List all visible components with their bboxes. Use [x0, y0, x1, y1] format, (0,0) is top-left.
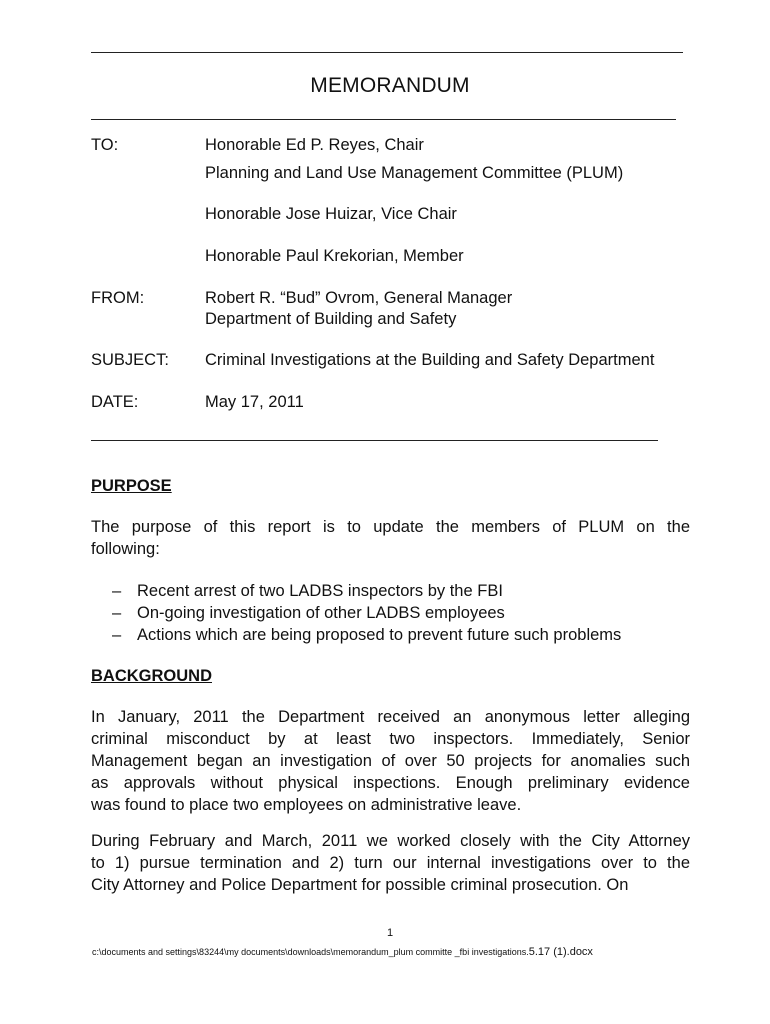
to-line-3: Honorable Jose Huizar, Vice Chair: [205, 205, 457, 223]
from-label: FROM:: [91, 289, 145, 307]
subject-label: SUBJECT:: [91, 351, 169, 369]
bullet-text: On-going investigation of other LADBS employees: [137, 604, 505, 622]
subject-value: Criminal Investigations at the Building and Safety Department: [205, 351, 655, 369]
page-number: 1: [386, 927, 394, 939]
background-paragraph-2: [91, 830, 690, 896]
background-p1-line-3: Management began an investigation of over 50 projects for anomalies such: [91, 752, 690, 770]
to-line-1: Honorable Ed P. Reyes, Chair: [205, 136, 424, 154]
purpose-line-1: The purpose of this report is to update the members of PLUM on the: [91, 518, 690, 536]
background-heading: BACKGROUND: [91, 667, 212, 685]
bullet-text: Actions which are being proposed to prevent future such problems: [137, 626, 622, 644]
date-label: DATE:: [91, 393, 139, 411]
file-path-suffix: 5.17 (1).docx: [528, 946, 593, 958]
top-rule: [91, 52, 683, 53]
memo-title: MEMORANDUM: [310, 74, 470, 97]
background-p1-line-1: In January, 2011 the Department received an anonymous letter alleging: [91, 708, 690, 726]
background-p2-line-2: to 1) pursue termination and 2) turn our internal investigations over to the: [91, 854, 690, 872]
background-p1-line-4: as approvals without physical inspections. Enough preliminary evidence: [91, 774, 690, 792]
bullet-text: Recent arrest of two LADBS inspectors by the FBI: [137, 582, 503, 600]
dash-bullet-icon: –: [112, 582, 122, 600]
dash-bullet-icon: –: [112, 604, 122, 622]
from-line-2: Department of Building and Safety: [205, 310, 457, 328]
background-paragraph-1: [91, 706, 690, 816]
purpose-bullet-list: [112, 580, 621, 646]
list-item: [112, 580, 621, 602]
header-bottom-rule: [91, 440, 658, 441]
purpose-line-2: following:: [91, 540, 160, 558]
dash-bullet-icon: –: [112, 626, 122, 644]
date-value: May 17, 2011: [205, 393, 304, 411]
list-item: [112, 602, 621, 624]
file-path-main: c:\documents and settings\83244\my documents\downloads\memorandum_plum committe _fbi investigations.: [92, 947, 529, 957]
background-p1-line-5: was found to place two employees on administrative leave.: [91, 796, 522, 814]
file-path-footer: [92, 946, 593, 958]
background-p2-line-1: During February and March, 2011 we worked closely with the City Attorney: [91, 832, 690, 850]
to-line-2: Planning and Land Use Management Committee (PLUM): [205, 164, 624, 182]
background-p1-line-2: criminal misconduct by at least two inspectors. Immediately, Senior: [91, 730, 690, 748]
purpose-heading: PURPOSE: [91, 477, 172, 495]
to-label: TO:: [91, 136, 119, 154]
to-line-4: Honorable Paul Krekorian, Member: [205, 247, 464, 265]
purpose-paragraph: [91, 516, 690, 560]
list-item: [112, 624, 621, 646]
from-line-1: Robert R. “Bud” Ovrom, General Manager: [205, 289, 513, 307]
background-p2-line-3: City Attorney and Police Department for possible criminal prosecution. On: [91, 876, 629, 894]
title-rule: [91, 119, 676, 120]
